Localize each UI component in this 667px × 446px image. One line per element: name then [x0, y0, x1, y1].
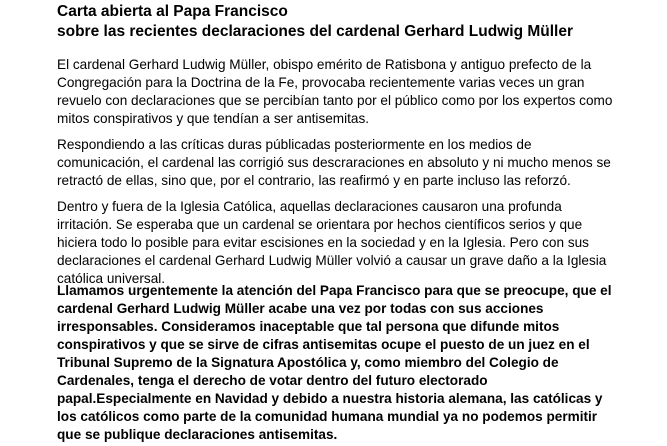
paragraph-1: El cardenal Gerhard Ludwig Müller, obispo emérito de Ratisbona y antiguo prefecto de la Congregación para la Doctrina de la Fe, provocaba recientemente varias veces un gran revuelo con declaraciones que se percibían tanto por el público como por los expertos como mitos conspirativos y que tendían a ser antisemitas. [57, 57, 613, 126]
paragraph-2: Respondiendo a las críticas duras públicadas posteriormente en los medios de comunicación, el cardenal las corrigió sus descraraciones en absoluto y ni mucho menos se retractó de ellas, sino que, por el contrario, las reafirmó y en parte incluso las reforzó. [57, 137, 611, 188]
title-line-1: Carta abierta al Papa Francisco [57, 3, 288, 20]
paragraph-3: Dentro y fuera de la Iglesia Católica, aquellas declaraciones causaron una profunda irritación. Se esperaba que un cardenal se orientara por hechos científicos serios y que hiciera todo lo posible para evitar escisiones en la sociedad y en la Iglesia. Pero con sus declaraciones el cardenal Gerhard Ludwig Müller volvió a causar un grave daño a la Iglesia católica universal. [57, 199, 607, 286]
document-page [57, 0, 617, 442]
title-line-2: sobre las recientes declaraciones del cardenal Gerhard Ludwig Müller [57, 23, 573, 40]
paragraph-4-appeal: Llamamos urgentemente la atención del Papa Francisco para que se preocupe, que el cardenal Gerhard Ludwig Müller acabe una vez por todas con sus acciones irresponsables. Consideramos inaceptable que tal persona que difunde mitos conspirativos y que se sirve de cifras antisemitas ocupe el puesto de un juez en el Tribunal Supremo de la Signatura Apostólica y, como miembro del Colegio de Cardenales, tenga el derecho de votar dentro del futuro electorado papal.Especialmente en Navidad y debido a nuestra historia alemana, las católicas y los católicos como parte de la comunidad humana mundial ya no podemos permitir que se publique declaraciones antisemitas. [57, 283, 612, 442]
document-title [57, 0, 617, 42]
